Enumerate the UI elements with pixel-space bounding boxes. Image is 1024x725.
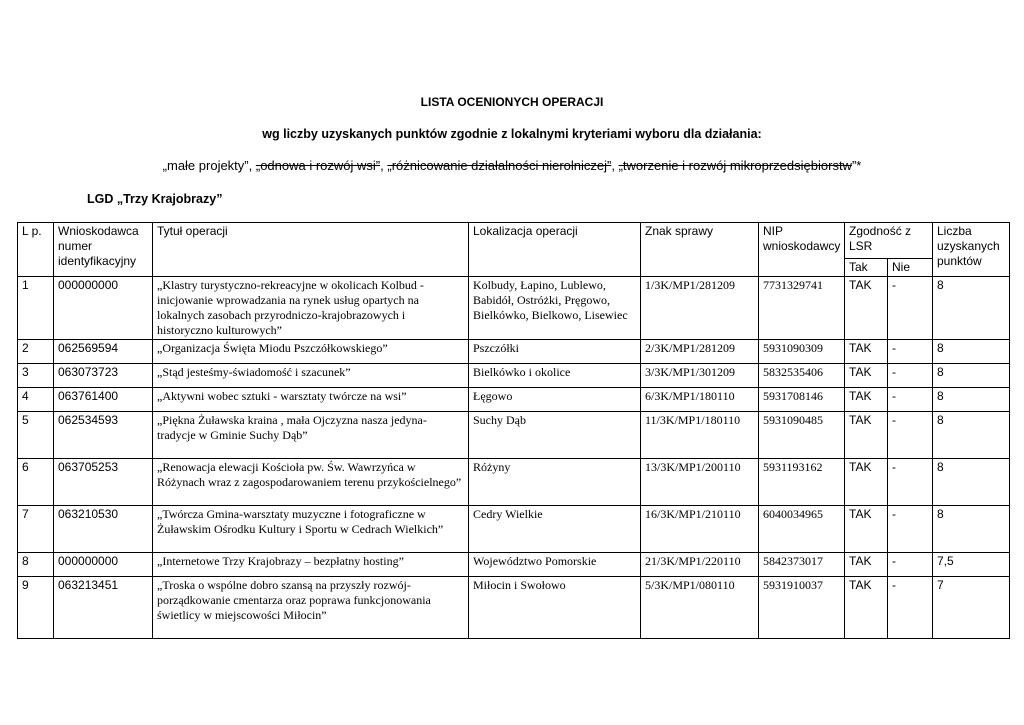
cell-title: „Klastry turystyczno-rekreacyjne w okolicach Kolbud - inicjowanie wprowadzania na rynek usług opartych na lokalnych zasobach przyrodniczo-krajobrazowych i historyczno kulturowych” bbox=[153, 277, 469, 340]
cell-yes: TAK bbox=[845, 553, 888, 577]
header-yes: Tak bbox=[845, 259, 888, 277]
action-types-line bbox=[0, 158, 1024, 173]
cell-case: 21/3K/MP1/220110 bbox=[641, 553, 759, 577]
cell-lp: 6 bbox=[18, 459, 54, 506]
cell-points: 8 bbox=[933, 506, 1010, 553]
cell-no: - bbox=[888, 459, 933, 506]
cell-nip: 5931090485 bbox=[759, 412, 845, 459]
table-row bbox=[18, 277, 1010, 340]
document-title: LISTA OCENIONYCH OPERACJI bbox=[420, 95, 604, 109]
cell-no: - bbox=[888, 388, 933, 412]
table-row bbox=[18, 577, 1010, 639]
cell-location: Miłocin i Swołowo bbox=[469, 577, 641, 639]
header-nip: NIP wnioskodawcy bbox=[759, 223, 845, 277]
cell-nip: 7731329741 bbox=[759, 277, 845, 340]
cell-points: 8 bbox=[933, 364, 1010, 388]
cell-nip: 5931910037 bbox=[759, 577, 845, 639]
cell-title: „Twórcza Gmina-warsztaty muzyczne i fotograficzne w Żuławskim Ośrodku Kultury i Sportu w Cedrach Wielkich” bbox=[153, 506, 469, 553]
header-case: Znak sprawy bbox=[641, 223, 759, 277]
document-subtitle: wg liczby uzyskanych punktów zgodnie z lokalnymi kryteriami wyboru dla działania: bbox=[262, 127, 762, 141]
header-lp: L p. bbox=[18, 223, 54, 277]
table-row bbox=[18, 340, 1010, 364]
operations-table bbox=[17, 222, 1010, 639]
cell-points: 8 bbox=[933, 340, 1010, 364]
table-row bbox=[18, 506, 1010, 553]
action-sep-2: , bbox=[611, 158, 619, 173]
cell-points: 8 bbox=[933, 412, 1010, 459]
cell-id: 000000000 bbox=[54, 277, 153, 340]
cell-id: 063210530 bbox=[54, 506, 153, 553]
header-location: Lokalizacja operacji bbox=[469, 223, 641, 277]
table-row bbox=[18, 412, 1010, 459]
cell-points: 8 bbox=[933, 388, 1010, 412]
cell-title: „Piękna Żuławska kraina , mała Ojczyzna nasza jedyna-tradycje w Gminie Suchy Dąb” bbox=[153, 412, 469, 459]
cell-case: 13/3K/MP1/200110 bbox=[641, 459, 759, 506]
action-struck-1: „odnowa i rozwój wsi” bbox=[255, 158, 381, 173]
table-row bbox=[18, 388, 1010, 412]
cell-nip: 5931193162 bbox=[759, 459, 845, 506]
table-row bbox=[18, 459, 1010, 506]
action-end: ”* bbox=[851, 158, 862, 173]
cell-location: Łęgowo bbox=[469, 388, 641, 412]
action-sep-1: , bbox=[380, 158, 388, 173]
cell-case: 1/3K/MP1/281209 bbox=[641, 277, 759, 340]
cell-lp: 4 bbox=[18, 388, 54, 412]
cell-id: 063213451 bbox=[54, 577, 153, 639]
cell-lp: 2 bbox=[18, 340, 54, 364]
cell-location: Bielkówko i okolice bbox=[469, 364, 641, 388]
cell-id: 000000000 bbox=[54, 553, 153, 577]
cell-case: 6/3K/MP1/180110 bbox=[641, 388, 759, 412]
cell-lp: 3 bbox=[18, 364, 54, 388]
cell-nip: 5931708146 bbox=[759, 388, 845, 412]
cell-no: - bbox=[888, 553, 933, 577]
cell-points: 8 bbox=[933, 277, 1010, 340]
cell-title: „Troska o wspólne dobro szansą na przyszły rozwój-porządkowanie cmentarza oraz poprawa funkcjonowania świetlicy w miejscowości Miłocin” bbox=[153, 577, 469, 639]
action-struck-3: „tworzenie i rozwój mikroprzedsiębiorstw bbox=[618, 158, 852, 173]
cell-nip: 5832535406 bbox=[759, 364, 845, 388]
header-applicant: Wnioskodawca numer identyfikacyjny bbox=[54, 223, 153, 277]
cell-location: Pszczółki bbox=[469, 340, 641, 364]
cell-yes: TAK bbox=[845, 364, 888, 388]
cell-points: 7 bbox=[933, 577, 1010, 639]
header-no: Nie bbox=[888, 259, 933, 277]
cell-case: 5/3K/MP1/080110 bbox=[641, 577, 759, 639]
cell-lp: 1 bbox=[18, 277, 54, 340]
cell-points: 8 bbox=[933, 459, 1010, 506]
cell-yes: TAK bbox=[845, 340, 888, 364]
lgd-name: LGD „Trzy Krajobrazy” bbox=[87, 192, 223, 206]
cell-title: „Stąd jesteśmy-świadomość i szacunek” bbox=[153, 364, 469, 388]
cell-no: - bbox=[888, 506, 933, 553]
cell-id: 063705253 bbox=[54, 459, 153, 506]
cell-yes: TAK bbox=[845, 459, 888, 506]
cell-lp: 9 bbox=[18, 577, 54, 639]
cell-case: 11/3K/MP1/180110 bbox=[641, 412, 759, 459]
header-compliance: Zgodność z LSR bbox=[845, 223, 933, 259]
cell-location: Kolbudy, Łapino, Lublewo, Babidół, Ostróżki, Pręgowo, Bielkówko, Bielkowo, Lisewiec bbox=[469, 277, 641, 340]
header-title: Tytuł operacji bbox=[153, 223, 469, 277]
action-small-projects: „małe projekty”, bbox=[162, 158, 256, 173]
cell-id: 062569594 bbox=[54, 340, 153, 364]
cell-location: Cedry Wielkie bbox=[469, 506, 641, 553]
cell-no: - bbox=[888, 364, 933, 388]
action-struck-2: „różnicowanie działalności nierolniczej” bbox=[387, 158, 612, 173]
cell-title: „Internetowe Trzy Krajobrazy – bezpłatny hosting” bbox=[153, 553, 469, 577]
header-points: Liczba uzyskanych punktów bbox=[933, 223, 1010, 277]
cell-lp: 5 bbox=[18, 412, 54, 459]
cell-id: 063073723 bbox=[54, 364, 153, 388]
cell-id: 063761400 bbox=[54, 388, 153, 412]
table-row bbox=[18, 364, 1010, 388]
cell-yes: TAK bbox=[845, 506, 888, 553]
cell-nip: 6040034965 bbox=[759, 506, 845, 553]
cell-case: 16/3K/MP1/210110 bbox=[641, 506, 759, 553]
cell-case: 2/3K/MP1/281209 bbox=[641, 340, 759, 364]
cell-case: 3/3K/MP1/301209 bbox=[641, 364, 759, 388]
cell-no: - bbox=[888, 340, 933, 364]
cell-title: „Organizacja Święta Miodu Pszczółkowskiego” bbox=[153, 340, 469, 364]
cell-points: 7,5 bbox=[933, 553, 1010, 577]
cell-yes: TAK bbox=[845, 277, 888, 340]
cell-no: - bbox=[888, 412, 933, 459]
cell-location: Suchy Dąb bbox=[469, 412, 641, 459]
cell-yes: TAK bbox=[845, 388, 888, 412]
cell-location: Województwo Pomorskie bbox=[469, 553, 641, 577]
cell-lp: 8 bbox=[18, 553, 54, 577]
cell-title: „Renowacja elewacji Kościoła pw. Św. Wawrzyńca w Różynach wraz z zagospodarowaniem terenu przykościelnego” bbox=[153, 459, 469, 506]
cell-no: - bbox=[888, 577, 933, 639]
cell-id: 062534593 bbox=[54, 412, 153, 459]
cell-location: Różyny bbox=[469, 459, 641, 506]
table-row bbox=[18, 553, 1010, 577]
cell-yes: TAK bbox=[845, 412, 888, 459]
cell-yes: TAK bbox=[845, 577, 888, 639]
cell-nip: 5842373017 bbox=[759, 553, 845, 577]
cell-no: - bbox=[888, 277, 933, 340]
cell-lp: 7 bbox=[18, 506, 54, 553]
cell-title: „Aktywni wobec sztuki - warsztaty twórcze na wsi” bbox=[153, 388, 469, 412]
cell-nip: 5931090309 bbox=[759, 340, 845, 364]
